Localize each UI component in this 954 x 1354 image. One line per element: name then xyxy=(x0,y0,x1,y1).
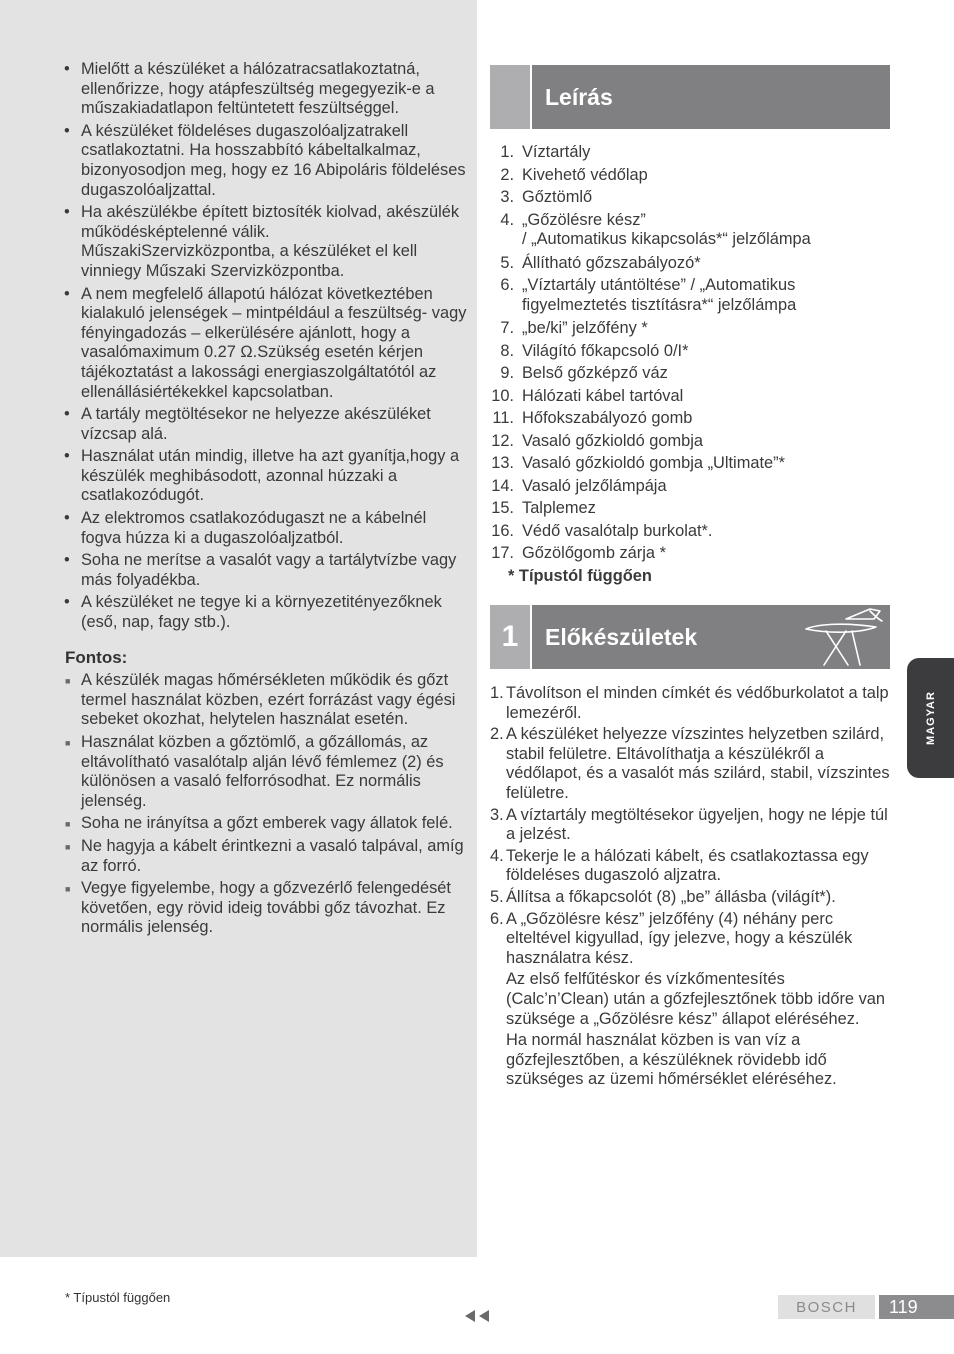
divider xyxy=(530,605,532,669)
language-tab xyxy=(907,658,954,778)
divider xyxy=(530,65,532,129)
list-item: • Mielőtt a készüléket a hálózatracsatlakoztatná, ellenőrizze, hogy atápfeszültség megegyezik-e a műszakiadatlapon feltüntetett feszültséggel. xyxy=(64,60,435,118)
list-item: 7. „be/ki” jelzőfény * xyxy=(500,319,648,338)
footnote: * Típustól függően xyxy=(65,1290,171,1305)
list-item: 15. Talplemez xyxy=(491,499,596,518)
list-item: 4. „Gőzölésre kész” xyxy=(500,210,646,229)
back-arrows-icon[interactable] xyxy=(463,1308,491,1324)
list-item: • A nem megfelelő állapotú hálózat következtében kialakuló jelenségek – mintpéldául a feszültség- vagy fényingadozás – elkerülésére ajánlott, hogy a vasalómaximum 0.27 Ω.Szükség esetén kérjen tájékoztatást a lakossági energiaszolgáltatótól az ellenállásiértékekkel kapcsolatban. xyxy=(64,284,467,401)
list-item: 1. Víztartály xyxy=(500,143,591,161)
list-item: 1. Távolítson el minden címkét és védőburkolatot a talp lemezéről. xyxy=(490,684,889,722)
list-item: 2. A készüléket helyezze vízszintes helyzetben szilárd, stabil felületre. Eltávolíthatja a készülékről a védőlapot, és a vasalót más szilárd, stabil, vízszintes felületre. xyxy=(490,725,890,802)
safety-column xyxy=(62,60,468,941)
list-item: 9. Belső gőzképző váz xyxy=(500,364,668,383)
list-item: ■ Soha ne irányítsa a gőzt emberek vagy állatok felé. xyxy=(65,814,453,833)
list-item: / „Automatikus kikapcsolás*“ jelzőlámpa xyxy=(522,230,811,249)
leiras-header xyxy=(490,65,890,129)
list-item: • Használat után mindig, illetve ha azt gyanítja,hogy a készülék meghibásodott, azonnal húzzaki a csatlakozódugót. xyxy=(64,447,460,505)
fontos-list xyxy=(62,671,468,938)
elokeszuletek-header xyxy=(490,605,890,669)
paragraph: Ha normál használat közben is van víz a gőzfejlesztőben, a készüléknek rövidebb idő szükséges az üzemi hőmérséklet eléréséhez. xyxy=(506,1031,837,1089)
list-item: 17. Gőzölőgomb zárja * xyxy=(491,544,666,563)
list-item: 11. Hőfokszabályozó gomb xyxy=(492,409,693,428)
list-item: • A tartály megtöltésekor ne helyezze akészüléket vízcsap alá. xyxy=(64,405,431,443)
brand-label: BOSCH xyxy=(778,1295,875,1319)
list-item: 3. A víztartály megtöltésekor ügyeljen, hogy ne lépje túl a jelzést. xyxy=(490,805,888,844)
fontos-heading: Fontos: xyxy=(65,647,128,667)
leiras-title: Leírás xyxy=(545,83,613,110)
list-item: 10. Hálózati kábel tartóval xyxy=(491,386,684,405)
list-item: • Az elektromos csatlakozódugaszt ne a kábelnél fogva húzza ki a dugaszolóaljzatból. xyxy=(64,509,427,547)
section-number: 1 xyxy=(490,605,530,669)
list-item: 12. Vasaló gőzkioldó gombja xyxy=(491,431,704,450)
leiras-number-box xyxy=(490,65,530,129)
page-number: 119 xyxy=(879,1295,954,1319)
list-item: 6. A „Gőzölésre kész” jelzőfény (4) néhány perc elteltével kigyullad, így jelezve, hogy a készülék használatra kész. xyxy=(490,909,853,967)
list-item: ■ Használat közben a gőztömlő, a gőzállomás, az eltávolítható vasalótalp alján lévő fémlemez (2) és különösen a vasaló felforrósodhat. Ez normális jelenség. xyxy=(65,733,444,810)
safety-bullet-list xyxy=(62,60,468,633)
list-item: 14. Vasaló jelzőlámpája xyxy=(491,476,667,495)
language-tab-label: MAGYAR xyxy=(924,691,937,745)
list-item: ■ A készülék magas hőmérsékleten működik és gőzt termel használat közben, ezért forrázást vagy égési sebeket okozhat, helytelen használat esetén. xyxy=(65,671,456,729)
elokeszuletek-title: Előkészületek xyxy=(545,623,698,650)
parts-list xyxy=(488,141,908,587)
list-item: • Soha ne merítse a vasalót vagy a tartálytvízbe vagy más folyadékba. xyxy=(64,551,457,589)
list-item: 8. Világító főkapcsoló 0/I* xyxy=(500,341,689,360)
model-note: * Típustól függően xyxy=(508,566,652,585)
list-item: 3. Gőztömlő xyxy=(500,188,593,206)
preparation-steps xyxy=(490,684,890,1092)
list-item: figyelmeztetés tisztításra*“ jelzőlámpa xyxy=(522,295,797,314)
list-item: ■ Ne hagyja a kábelt érintkezni a vasaló talpával, amíg az forró. xyxy=(65,836,464,875)
paragraph: Az első felfűtéskor és vízkőmentesítés (Calc’n’Clean) után a gőzfejlesztőnek több időre van szüksége a „Gőzölésre kész” állapot eléréséhez. xyxy=(506,970,886,1028)
list-item: 16. Védő vasalótalp burkolat*. xyxy=(491,521,713,540)
list-item: 6. „Víztartály utántöltése” / „Automatikus xyxy=(500,276,796,295)
list-item: 4. Tekerje le a hálózati kábelt, és csatlakoztassa egy földeléses dugaszoló aljzatra. xyxy=(490,846,869,885)
list-item: • Ha akészülékbe épített biztosíték kiolvad, akészülék működésképtelenné válik. MűszakiSzervizközpontba, a készüléket el kell vinniegy Műszaki Szervizközpontba. xyxy=(64,203,460,280)
list-item: 13. Vasaló gőzkioldó gombja „Ultimate”* xyxy=(491,454,785,473)
list-item: 2. Kivehető védőlap xyxy=(500,165,648,184)
list-item: • A készüléket ne tegye ki a környezetitényezőknek (eső, nap, fagy stb.). xyxy=(64,593,442,632)
ironing-board-icon xyxy=(800,607,884,667)
list-item: 5. Állítható gőzszabályozó* xyxy=(500,253,701,272)
list-item: 5. Állítsa a főkapcsolót (8) „be” állásba (világít*). xyxy=(490,887,836,906)
list-item: • A készüléket földeléses dugaszolóaljzatrakell csatlakoztatni. Ha hosszabbító kábeltalkalmaz, bizonyosodjon meg, hogy ez 16 Abipoláris földeléses dugaszolóaljzattal. xyxy=(64,121,466,199)
list-item: ■ Vegye figyelembe, hogy a gőzvezérlő felengedését követően, egy rövid ideig további gőz távozhat. Ez normális jelenség. xyxy=(65,879,451,937)
